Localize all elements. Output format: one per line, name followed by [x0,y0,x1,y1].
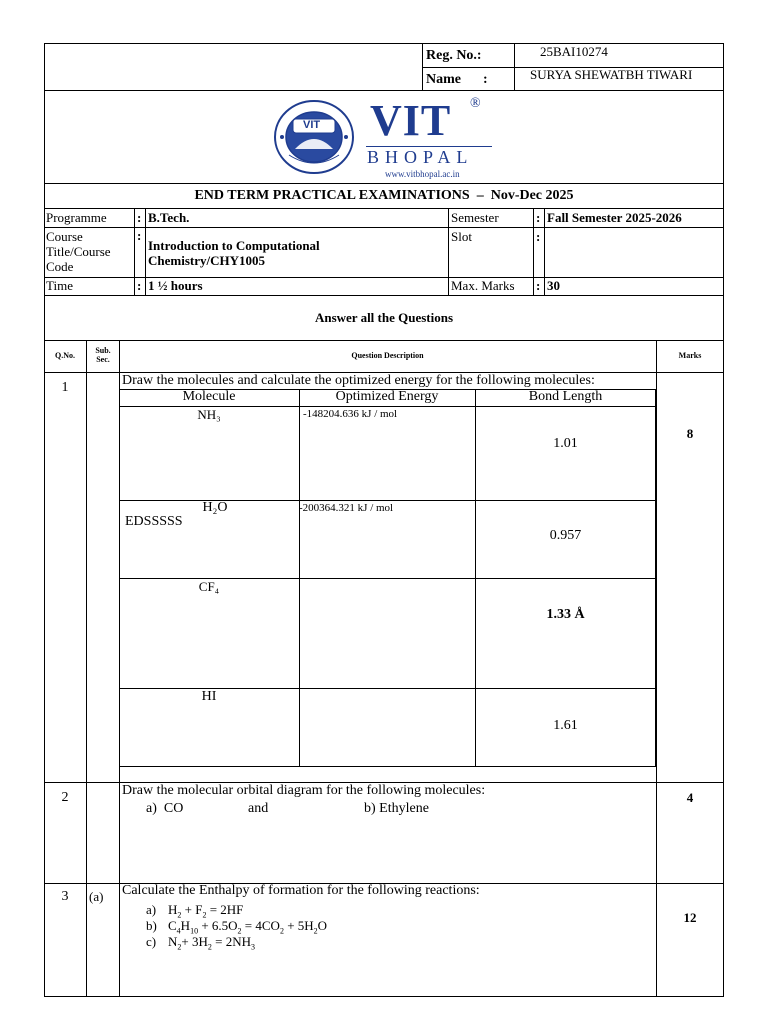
divider [544,208,545,295]
divider [299,389,300,767]
q2-option-a: a) CO [146,801,184,816]
col-subsec: Sub. Sec. [95,346,111,364]
course-value: Introduction to Computational Chemistry/CHY1005 [148,238,320,268]
divider [44,295,724,296]
colon: : [536,278,541,293]
divider [134,208,135,295]
q1-row-molecule: HI [201,689,217,704]
q2-and: and [248,801,269,816]
q3-number: 3 [61,889,69,904]
website: www.vitbhopal.ac.in [385,169,460,179]
divider [44,90,724,91]
colon: : [536,210,541,225]
q2-marks: 4 [686,790,694,805]
q2-number: 2 [61,790,69,805]
q3-subsection: (a) [89,889,104,904]
q1-marks: 8 [686,426,694,441]
q3-reaction-c: $N_2+ 3H_2 = 2NH_3$ [168,934,255,952]
q1-row-molecule: H₂O [202,500,228,515]
programme-value: B.Tech. [148,210,190,225]
divider [86,340,87,997]
divider [448,208,449,295]
q3-label-c: c) [146,934,157,949]
q3-label-b: b) [146,918,157,933]
time-label: Time [46,278,73,293]
name-value: SURYA SHEWATBH TIWARI [530,67,693,82]
semester-value: Fall Semester 2025-2026 [547,210,682,225]
q3-marks: 12 [683,910,697,925]
q3-label-a: a) [146,902,157,917]
instructions: Answer all the Questions [314,310,454,325]
divider [44,183,724,184]
q3-reaction-b: $C_4H_{10} + 6.5O_2 = 4CO_2 + 5H_2O$ [168,918,328,936]
slot-label: Slot [451,229,472,244]
q2-text: Draw the molecular orbital diagram for the following molecules: [122,783,486,798]
emblem-text: VIT [303,119,321,131]
divider [44,227,724,228]
divider [44,277,724,278]
reg-no-label: Reg. No.: [426,48,482,63]
divider [145,208,146,295]
q3-reaction-a: $H_2 + F_2 = 2HF$ [168,902,244,920]
vit-emblem [273,99,355,175]
divider [44,208,724,209]
q3-text: Calculate the Enthalpy of formation for the following reactions: [122,883,480,898]
course-label: Course Title/Course Code [46,229,111,274]
divider [533,208,534,295]
q1-col-energy: Optimized Energy [335,389,439,404]
q1-row-bond: 0.957 [549,528,582,543]
colon: : [137,278,142,293]
time-value: 1 ½ hours [148,278,203,293]
divider [44,340,724,341]
semester-label: Semester [451,210,499,225]
max-marks-value: 30 [547,278,560,293]
colon: : [536,229,541,244]
col-desc: Question Description [351,351,424,360]
q1-row-energy: -200364.321 kJ / mol [299,502,394,514]
max-marks-label: Max. Marks [451,278,515,293]
reg-no-value: 25BAI10274 [540,44,608,59]
q1-row-bond: 1.01 [553,436,578,451]
brand-title: VIT [370,96,452,145]
q1-text: Draw the molecules and calculate the optimized energy for the following molecules: [122,373,595,388]
q1-row-energy: -148204.636 kJ / mol [303,408,398,420]
colon: : [137,210,142,225]
q1-col-bond: Bond Length [528,389,603,404]
registered-mark: ® [470,96,481,111]
q1-row-molecule: CF₄ [198,579,220,594]
divider [514,43,515,90]
programme-label: Programme [46,210,107,225]
col-qno: Q.No. [55,351,75,360]
col-marks: Marks [678,351,702,360]
q1-row-extra: EDSSSSS [125,514,183,529]
q1-col-molecule: Molecule [182,389,236,404]
q2-option-b: b) Ethylene [364,801,429,816]
exam-title: END TERM PRACTICAL EXAMINATIONS – Nov-Dec 2025 [194,188,574,203]
q1-row-molecule: NH₃ [197,407,221,422]
brand-city: BHOPAL [367,147,474,167]
q1-row-bond: 1.61 [553,718,578,733]
name-colon: : [483,72,488,87]
colon: : [137,228,142,243]
divider [422,43,423,90]
name-label: Name [426,72,461,87]
q1-row-bond: 1.33 Å [546,607,585,622]
q1-number: 1 [61,380,69,395]
